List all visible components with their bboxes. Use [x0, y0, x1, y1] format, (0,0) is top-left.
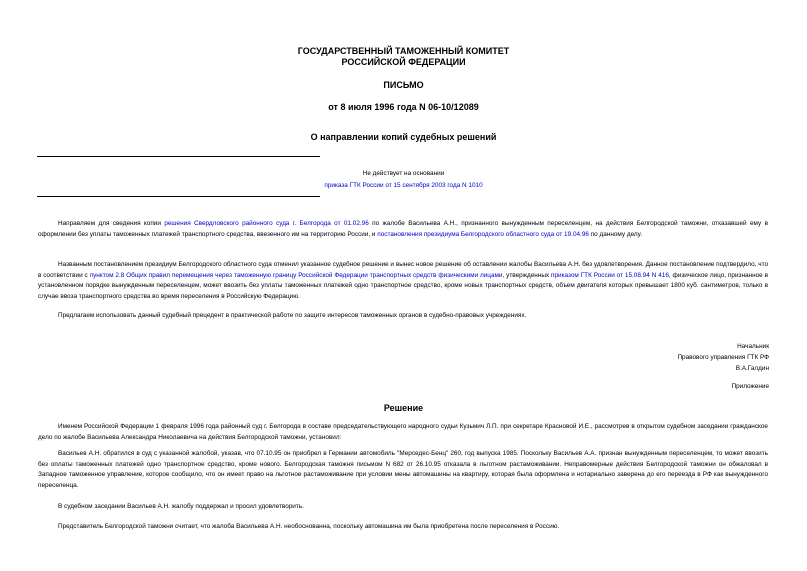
decision-paragraph-3: В судебном заседании Васильев А.Н. жалобу поддержал и просил удовлетворить. — [58, 503, 304, 510]
doc-type: ПИСЬМО — [383, 80, 424, 90]
signature-title: Начальник — [737, 343, 769, 350]
presidium-ruling-link[interactable]: постановления президиума Белгородского областного суда от 19.04.96 — [377, 230, 589, 238]
decision-paragraph-2: Васильев А.Н. обратился в суд с указанной жалобой, указав, что 07.10.95 он приобрел в Германии автомобиль "Мерседес-Бенц" 260, год выпуска 1985. Поскольку Васильев А.А. признан вынужденным переселенцем, то может ввозить без оплаты таможенных платежей одно транспортное средство, кроме нового. Белгородская таможня письмом N 682 от 26.10.95 отказала в льготном растаможивании. Неправомерные действия Белгородской таможни он обжаловал в Западное таможенное управление, которое сообщило, что он имеет право на льготное растаможивание при условии мены автомашины на квартиру, которая была оформлена и нотариально заверена до его переезда в РФ как вынужденного переселенца. — [38, 450, 768, 489]
doc-title: О направлении копий судебных решений — [310, 132, 497, 142]
status-link[interactable]: приказа ГТК России от 15 сентября 2003 года N 1010 — [324, 182, 483, 189]
p1-text-2: по жалобе Васильева А.Н., признанного вынужденным переселенцем, на действия Белгородской таможни, отказавшей ему в оформлении без уплаты таможенных платежей транспортного средства, ввезенного им на территорию России, и — [38, 220, 768, 238]
p1-text-3: по данному делу. — [588, 230, 642, 238]
status-top-rule — [37, 156, 320, 157]
p1-text-1: Направляем для сведения копии — [58, 220, 165, 227]
gtk-order-link[interactable]: приказом ГТК России от 15.08.94 N 416 — [551, 271, 669, 279]
status-link-line — [0, 180, 807, 191]
org-name-line2: РОССИЙСКОЙ ФЕДЕРАЦИИ — [341, 57, 466, 67]
decision-paragraph-1: Именем Российской Федерации 1 февраля 1996 года районный суд г. Белгорода в составе председательствующего народного судьи Кузьмич Л.П. при секретаре Красновой И.Е., рассмотрев в открытом судебном заседании гражданское дело по жалобе Васильева Александра Николаевича на действия Белгородской таможни, установил: — [38, 423, 768, 441]
paragraph-2 — [38, 260, 768, 302]
paragraph-3: Предлагаем использовать данный судебный прецедент в практической работе по защите интересов таможенных органов в судебно-правовых учреждениях. — [58, 312, 527, 319]
general-rules-link[interactable]: пунктом 2.8 Общих правил перемещения через таможенную границу Российской Федерации транспортных средств физическими лицами — [89, 271, 503, 279]
court-decision-link[interactable]: решения Свердловского районного суда г. Белгорода от 01.02.96 — [164, 220, 369, 227]
p2-text-2: , утвержденных — [502, 271, 552, 279]
decision-title: Решение — [383, 403, 424, 413]
p2-text-1: Названным постановлением президиум Белгородского областного суда отменил указанное судебное решение и вынес новое решение об оставлении жалобы Васильева А.Н. без удовлетворения. Данное постановление подтвердило, что в соответствии с — [38, 261, 768, 279]
decision-paragraph-4: Представитель Белгородской таможни считает, что жалоба Васильева А.Н. необоснованна, поскольку автомашина им была приобретена после переселения в Россию. — [58, 523, 560, 530]
signature-dept: Правового управления ГТК РФ — [677, 354, 769, 361]
status-bottom-rule — [37, 196, 320, 197]
paragraph-1 — [38, 219, 768, 240]
org-name-line1: ГОСУДАРСТВЕННЫЙ ТАМОЖЕННЫЙ КОМИТЕТ — [297, 46, 510, 56]
p2-text-3: , физическое лицо, признанное в установленном порядке вынужденным переселенцем, может ввозить без уплаты таможенных платежей одно транспортное средство, кроме новых транспортных средств, объем двигателя которых превышает 1800 куб. сантиметров, только в случае ввоза транспортного средства во время переселения в Российскую Федерацию. — [38, 271, 769, 300]
appendix-label: Приложение — [731, 383, 769, 390]
status-text: Не действует на основании — [362, 170, 445, 177]
signature-name: В.А.Галдин — [735, 365, 769, 372]
doc-date: от 8 июля 1996 года N 06-10/12089 — [328, 102, 479, 112]
